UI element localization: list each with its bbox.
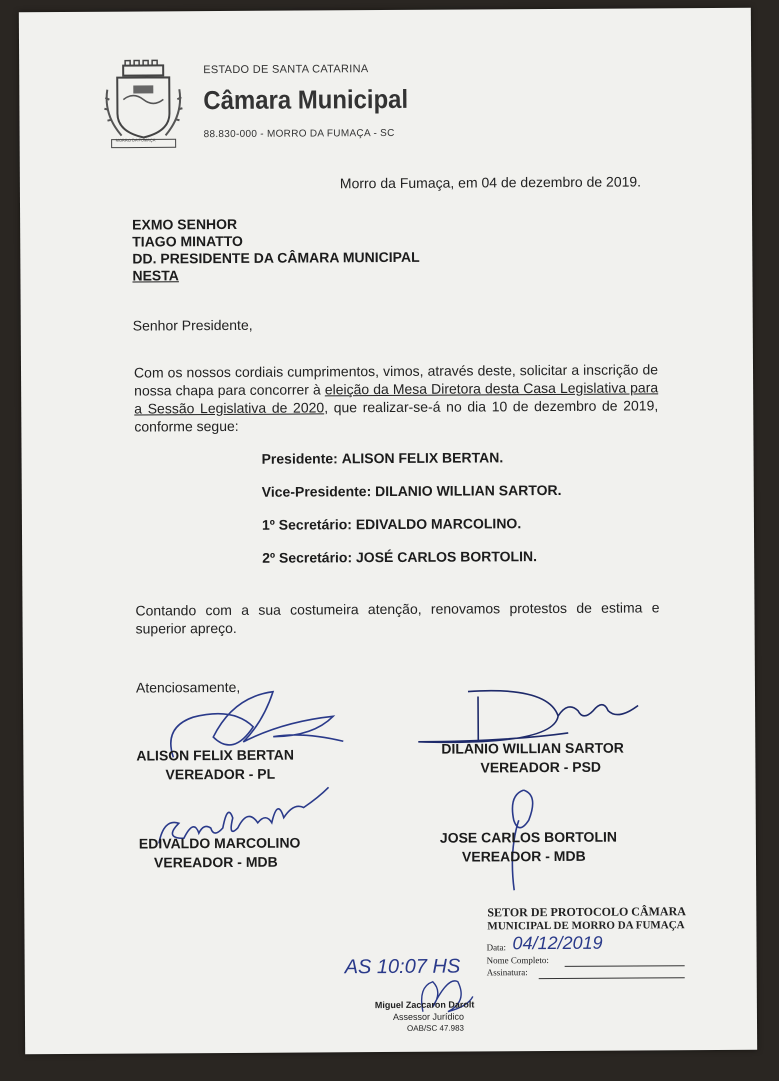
institution-address: 88.830-000 - MORRO DA FUMAÇA - SC xyxy=(203,127,395,141)
election-reference: eleição da Mesa Diretora desta Casa Legislativa para a Sessão Legislativa de 2020 xyxy=(134,379,659,417)
signatory-4-title: VEREADOR - MDB xyxy=(461,847,586,865)
protocol-time-note: AS 10:07 HS xyxy=(344,955,461,979)
signatory-1-title: VEREADOR - PL xyxy=(165,765,276,783)
signatory-1-name: ALISON FELIX BERTAN xyxy=(136,746,295,764)
signatory-3-name: EDIVALDO MARCOLINO xyxy=(138,834,301,852)
protocol-date-label: Data: xyxy=(486,942,507,953)
legal-advisor-registration: OAB/SC 47.983 xyxy=(407,1023,464,1033)
municipal-crest-icon xyxy=(103,59,184,149)
legal-advisor-role: Assessor Jurídico xyxy=(392,1011,465,1022)
recipient-location: NESTA xyxy=(132,267,179,284)
request-text-1: Com os nossos cordiais cumprimentos, vimos, através deste, solicitar a inscrição de nossa chapa para concorrer à xyxy=(133,361,659,399)
date-line: Morro da Fumaça, em 04 de dezembro de 2019. xyxy=(339,173,642,192)
request-text-2: , que realizar-se-á no dia 10 de dezembro de 2019, conforme segue: xyxy=(134,397,659,435)
signatory-2-name: DILANIO WILLIAN SARTOR xyxy=(441,739,624,757)
recipient-title: DD. PRESIDENTE DA CÂMARA MUNICIPAL xyxy=(132,248,420,267)
letter-page xyxy=(19,8,757,1054)
crest-caption: MORRO DA FUMAÇA xyxy=(115,137,156,143)
slate-president: Presidente: ALISON FELIX BERTAN. xyxy=(261,449,504,467)
signatory-3-title: VEREADOR - MDB xyxy=(153,853,278,871)
protocol-name-line xyxy=(565,965,685,967)
signatory-2-title: VEREADOR - PSD xyxy=(480,758,602,776)
protocol-stamp-title-2: MUNICIPAL DE MORRO DA FUMAÇA xyxy=(487,919,685,933)
slate-vice-president: Vice-Presidente: DILANIO WILLIAN SARTOR. xyxy=(261,481,562,500)
signatory-4-name: JOSE CARLOS BORTOLIN xyxy=(439,828,618,846)
institution-name: Câmara Municipal xyxy=(203,83,409,116)
protocol-stamp-title-1: SETOR DE PROTOCOLO CÂMARA xyxy=(487,904,686,920)
protocol-date-value: 04/12/2019 xyxy=(512,932,603,954)
recipient-line-1: EXMO SENHOR xyxy=(132,215,238,233)
slate-first-secretary: 1º Secretário: EDIVALDO MARCOLINO. xyxy=(261,515,522,533)
salutation: Senhor Presidente, xyxy=(132,316,253,334)
protocol-name-label: Nome Completo: xyxy=(486,955,549,966)
protocol-sign-line xyxy=(539,977,685,979)
slate-second-secretary: 2º Secretário: JOSÉ CARLOS BORTOLIN. xyxy=(262,548,538,566)
state-name: ESTADO DE SANTA CATARINA xyxy=(203,63,369,77)
closing-word: Atenciosamente, xyxy=(135,678,241,696)
request-paragraph xyxy=(134,360,658,435)
closing-paragraph: Contando com a sua costumeira atenção, renovamos protestos de estima e superior apreço. xyxy=(135,599,660,637)
protocol-sign-label: Assinatura: xyxy=(486,967,528,978)
legal-advisor-name: Miguel Zaccaron Darolt xyxy=(374,999,475,1011)
recipient-name: TIAGO MINATTO xyxy=(132,232,243,250)
